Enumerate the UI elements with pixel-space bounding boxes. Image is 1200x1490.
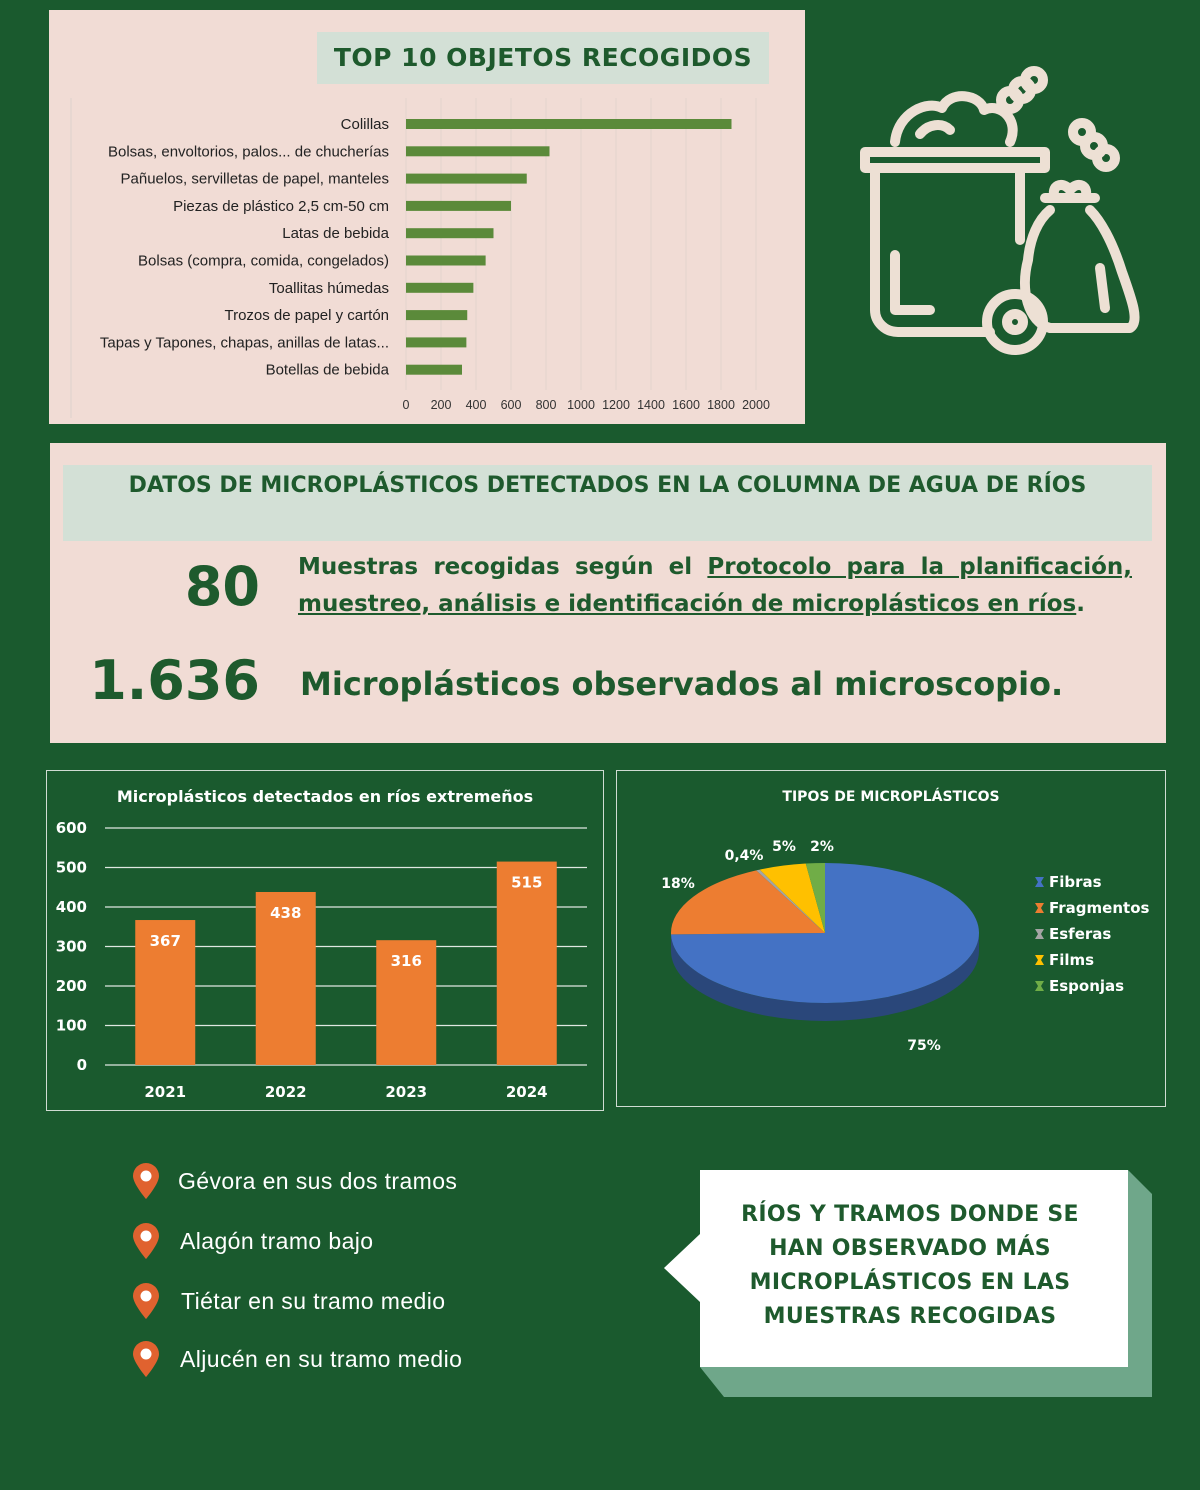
- callout-line: RÍOS Y TRAMOS DONDE SE: [741, 1202, 1079, 1227]
- observed-text: Microplásticos observados al microscopio.: [300, 665, 1064, 703]
- bar: [406, 201, 511, 211]
- river-item-label: Gévora en sus dos tramos: [178, 1168, 458, 1194]
- category-label: Tapas y Tapones, chapas, anillas de latas...: [99, 334, 389, 352]
- location-pin-icon: [130, 1340, 162, 1378]
- bar: [406, 365, 462, 375]
- y-tick-label: 500: [55, 858, 87, 877]
- data-label: 316: [390, 952, 422, 971]
- category-label: Piezas de plástico 2,5 cm-50 cm: [173, 197, 389, 215]
- x-tick-label: 1600: [672, 398, 700, 412]
- river-item: [130, 1282, 550, 1322]
- category-label: Bolsas, envoltorios, palos... de chucherías: [108, 143, 389, 161]
- x-tick-label: 1800: [707, 398, 735, 412]
- x-tick-label: 600: [500, 398, 522, 412]
- river-item: [130, 1222, 550, 1262]
- callout-line: MUESTRAS RECOGIDAS: [763, 1304, 1057, 1329]
- legend-label: Fibras: [1049, 873, 1102, 891]
- microplastics-data-title: DATOS DE MICROPLÁSTICOS DETECTADOS EN LA COLUMNA DE AGUA DE RÍOS: [63, 465, 1152, 541]
- legend-swatch: [1035, 981, 1044, 991]
- y-tick-label: 0: [76, 1056, 87, 1074]
- samples-text-pre: Muestras recogidas según el: [298, 554, 708, 580]
- yearly-microplastics-chart: [47, 771, 603, 1110]
- data-label: 5%: [772, 839, 796, 855]
- bar: [406, 146, 550, 156]
- samples-text: [298, 549, 1132, 623]
- legend-label: Esferas: [1049, 925, 1112, 943]
- bar: [406, 256, 486, 266]
- bar: [406, 228, 494, 238]
- bar: [406, 310, 467, 320]
- river-item-label: Tiétar en su tramo medio: [181, 1288, 446, 1314]
- x-tick-label: 0: [402, 398, 410, 412]
- top-objects-card: [49, 10, 805, 424]
- category-label: Colillas: [340, 116, 389, 133]
- category-label: Toallitas húmedas: [268, 279, 389, 297]
- chart-title: TIPOS DE MICROPLÁSTICOS: [782, 789, 1000, 805]
- x-tick-label: 800: [535, 398, 557, 412]
- observed-number: 1.636: [89, 649, 260, 712]
- category-label: Bolsas (compra, comida, congelados): [138, 252, 389, 270]
- data-label: 18%: [661, 876, 695, 892]
- x-tick-label: 2024: [505, 1083, 548, 1101]
- callout-line: MICROPLÁSTICOS EN LAS: [749, 1270, 1071, 1295]
- x-tick-label: 2023: [385, 1083, 428, 1101]
- bar: [406, 174, 527, 184]
- location-pin-icon: [130, 1222, 162, 1260]
- legend-swatch: [1035, 929, 1044, 939]
- legend-swatch: [1035, 877, 1044, 887]
- x-tick-label: 1200: [602, 398, 630, 412]
- microplastic-types-card: [616, 770, 1166, 1107]
- microplastics-data-card: [50, 443, 1166, 743]
- legend-swatch: [1035, 903, 1044, 913]
- bar: [406, 119, 732, 129]
- trash-bin-icon: [850, 60, 1150, 360]
- x-tick-label: 2000: [742, 398, 770, 412]
- bar: [406, 337, 466, 347]
- category-label: Pañuelos, servilletas de papel, manteles: [120, 170, 389, 188]
- river-item-label: Alagón tramo bajo: [180, 1228, 374, 1254]
- rivers-callout-text: [720, 1198, 1100, 1334]
- category-label: Latas de bebida: [282, 225, 389, 243]
- river-item-label: Aljucén en su tramo medio: [180, 1346, 463, 1372]
- x-tick-label: 200: [430, 398, 452, 412]
- bar: [497, 862, 557, 1065]
- bar: [406, 283, 473, 293]
- microplastic-types-chart: [617, 771, 1165, 1106]
- data-label: 0,4%: [724, 848, 764, 864]
- y-tick-label: 300: [55, 937, 87, 956]
- data-label: 438: [270, 903, 302, 922]
- callout-line: HAN OBSERVADO MÁS: [769, 1236, 1051, 1261]
- y-tick-label: 100: [55, 1016, 87, 1035]
- legend-label: Films: [1049, 951, 1095, 969]
- yearly-microplastics-card: [46, 770, 604, 1111]
- category-label: Trozos de papel y cartón: [224, 307, 389, 325]
- data-label: 2%: [810, 839, 834, 855]
- location-pin-icon: [130, 1162, 162, 1200]
- y-tick-label: 600: [55, 819, 87, 837]
- top-objects-title: TOP 10 OBJETOS RECOGIDOS: [317, 32, 769, 84]
- y-tick-label: 400: [55, 898, 87, 916]
- samples-number: 80: [184, 555, 260, 618]
- x-tick-label: 1400: [637, 398, 665, 412]
- y-tick-label: 200: [55, 977, 87, 995]
- chart-title: Microplásticos detectados en ríos extremeños: [116, 787, 534, 806]
- x-tick-label: 1000: [567, 398, 595, 412]
- x-tick-label: 2021: [144, 1083, 187, 1101]
- river-item: [130, 1340, 550, 1380]
- data-label: 75%: [907, 1038, 941, 1054]
- samples-text-post: .: [1076, 591, 1085, 617]
- legend-label: Esponjas: [1049, 977, 1125, 995]
- category-label: Botellas de bebida: [265, 361, 389, 379]
- legend-label: Fragmentos: [1049, 899, 1150, 917]
- location-pin-icon: [130, 1282, 162, 1320]
- x-tick-label: 2022: [264, 1083, 307, 1101]
- data-label: 515: [511, 873, 543, 892]
- protocol-link[interactable]: Protocolo para la planificación, muestreo, análisis e identificación de microplásticos en ríos: [298, 554, 1132, 617]
- x-tick-label: 400: [465, 398, 487, 412]
- river-item: [130, 1162, 550, 1202]
- data-label: 367: [149, 932, 181, 951]
- legend-swatch: [1035, 955, 1044, 965]
